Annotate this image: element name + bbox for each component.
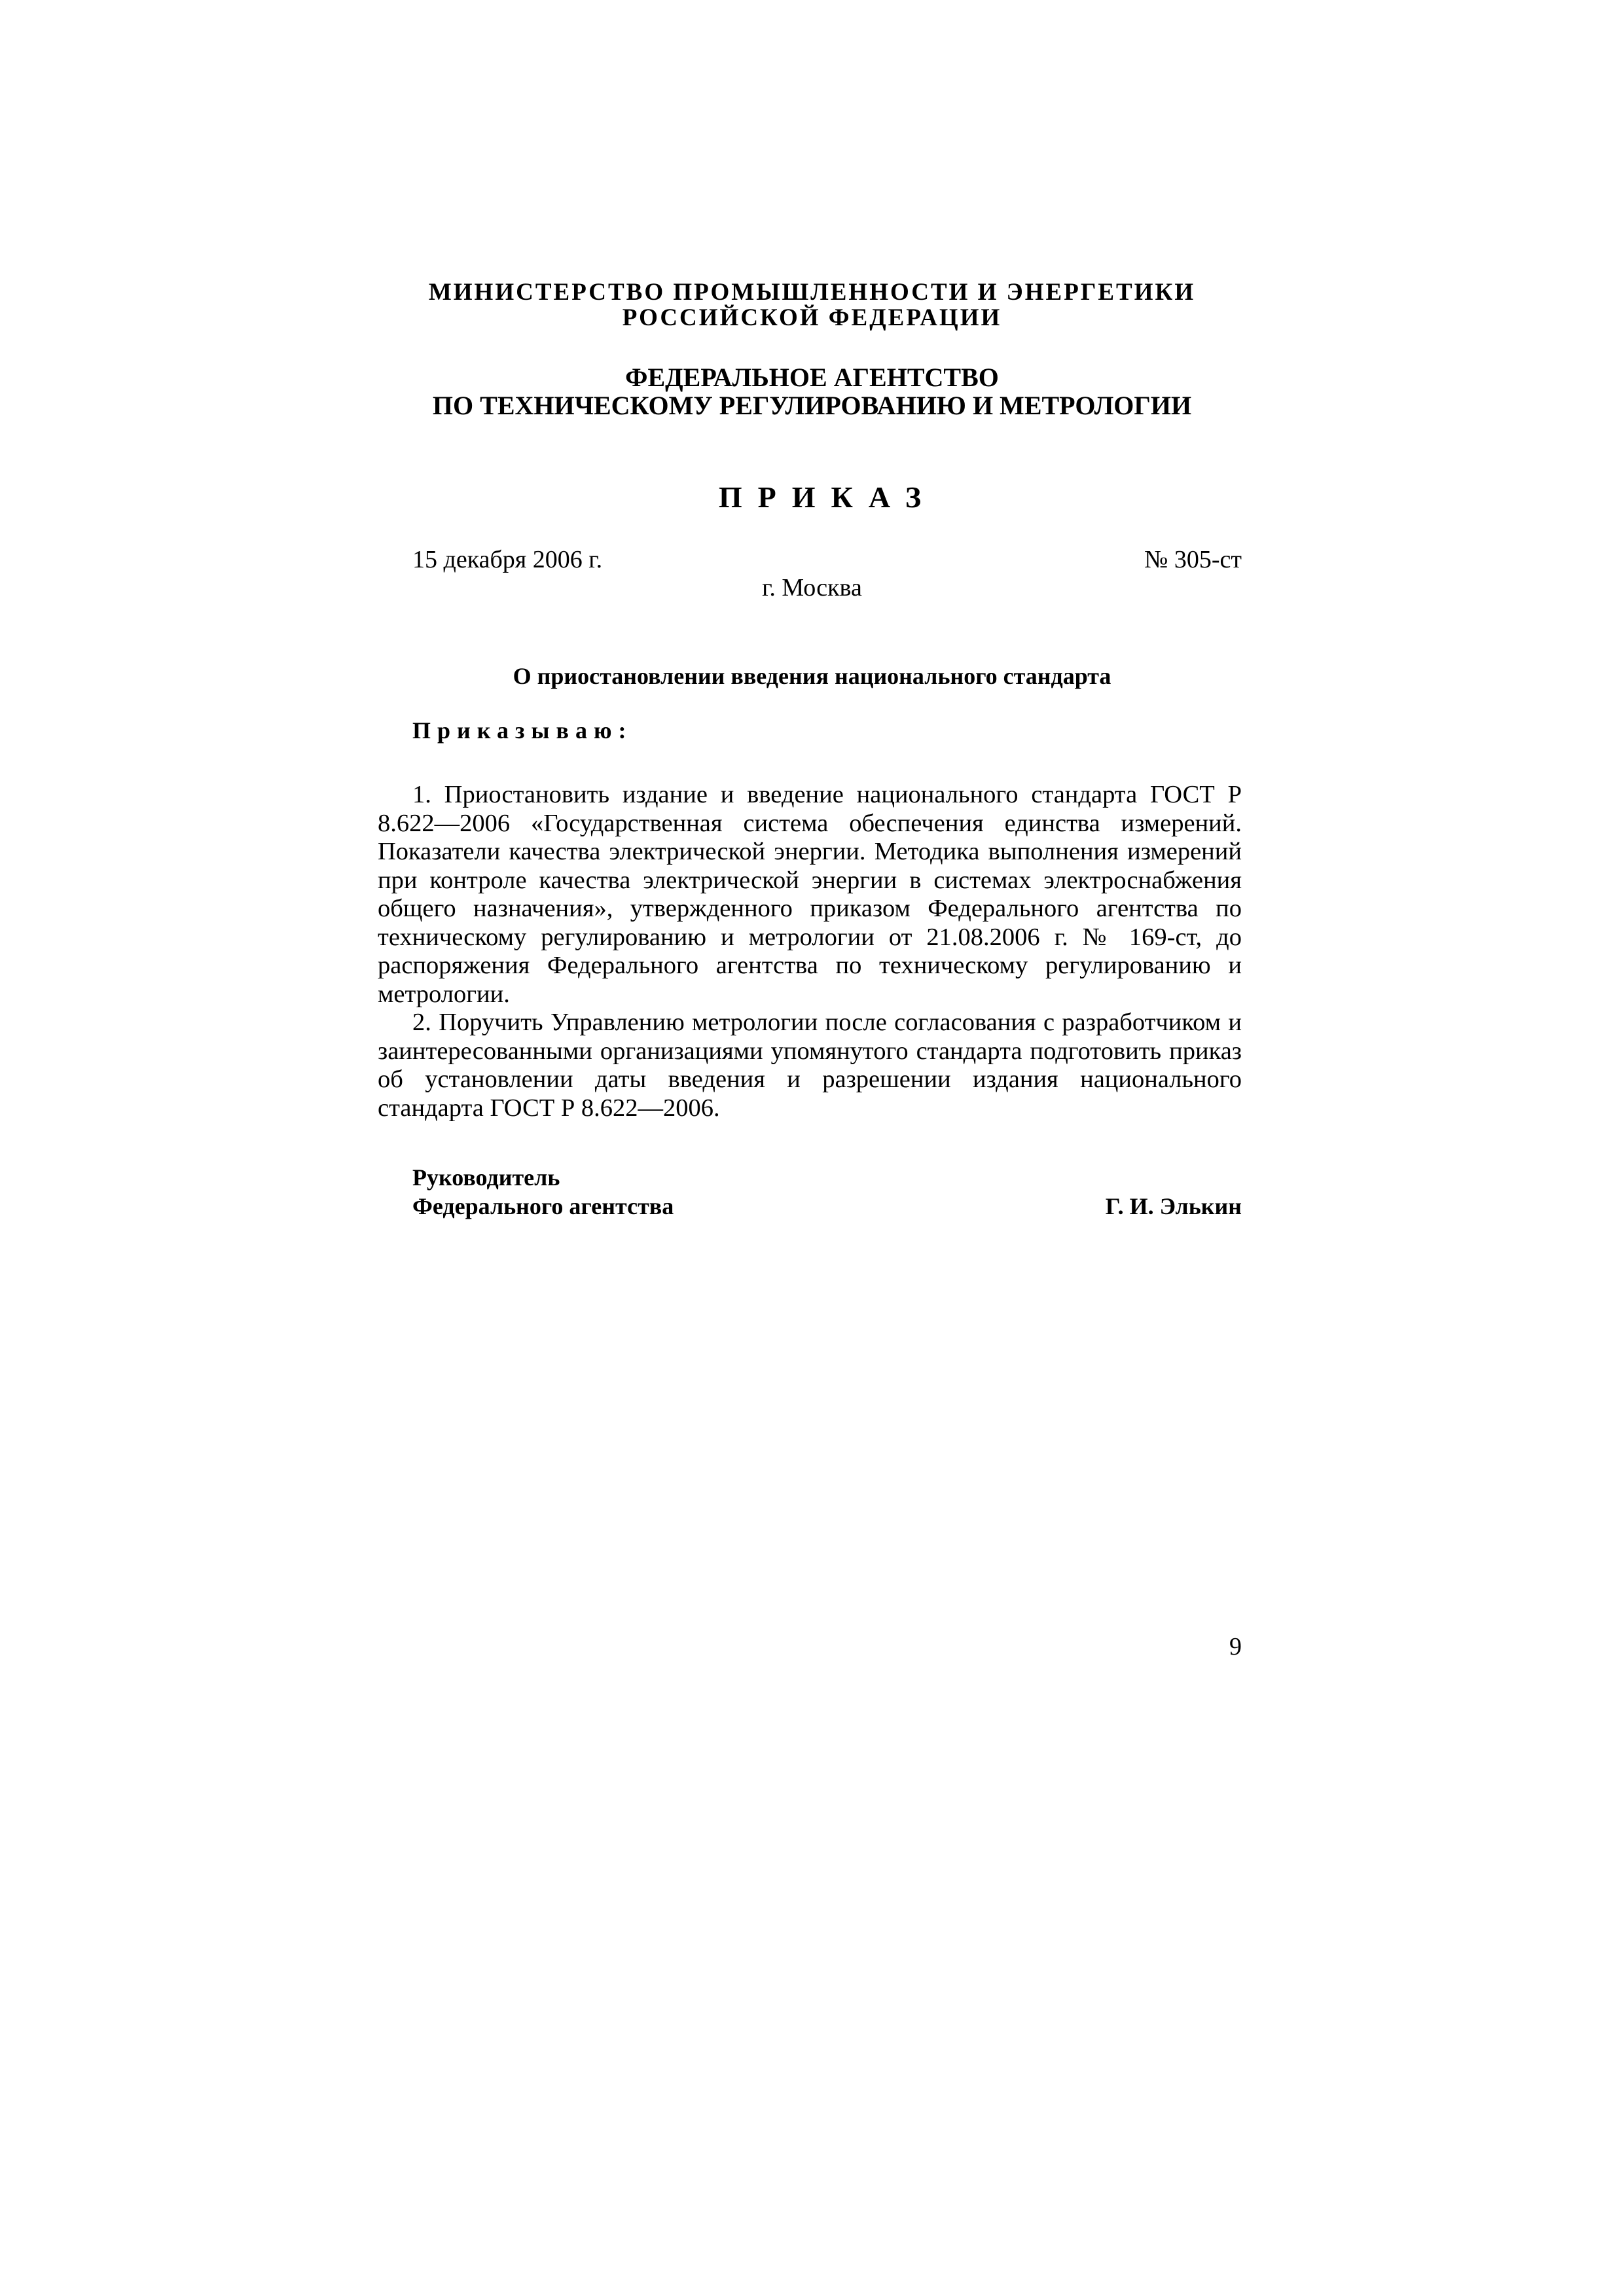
paragraph-2: 2. Поручить Управлению метрологии после согласования с разработчиком и заинтересованными организациями упомянутого стандарта подготовить приказ об установлении даты введения и разрешении издания национального стандарта ГОСТ Р 8.622—2006. — [378, 1009, 1242, 1122]
order-number: № 305-ст — [1144, 546, 1242, 573]
ministry-name-line1: МИНИСТЕРСТВО ПРОМЫШЛЕННОСТИ И ЭНЕРГЕТИКИ — [428, 279, 1196, 306]
document-title: ПРИКАЗ — [718, 480, 937, 514]
order-subject: О приостановлении введения национального стандарта — [513, 663, 1111, 689]
signatory-name: Г. И. Элькин — [1105, 1193, 1242, 1219]
signature-position-line1: Руководитель — [412, 1164, 560, 1191]
city: г. Москва — [762, 574, 862, 601]
page-number: 9 — [1229, 1633, 1242, 1660]
order-word: Приказываю: — [412, 717, 633, 744]
ministry-name-line2: РОССИЙСКОЙ ФЕДЕРАЦИИ — [622, 304, 1002, 331]
agency-name-line1: ФЕДЕРАЛЬНОЕ АГЕНТСТВО — [625, 363, 999, 392]
order-date: 15 декабря 2006 г. — [412, 546, 603, 573]
agency-name-line2: ПО ТЕХНИЧЕСКОМУ РЕГУЛИРОВАНИЮ И МЕТРОЛОГИИ — [432, 391, 1192, 420]
paragraph-1: 1. Приостановить издание и введение национального стандарта ГОСТ Р 8.622—2006 «Государственная система обеспечения единства измерений. Показатели качества электрической энергии. Методика выполнения измерений при контроле качества электрической энергии в системах электроснабжения общего назначения», утвержденного приказом Федерального агентства по техническому регулированию и метрологии от 21.08.2006 г. № 169-ст, до распоряжения Федерального агентства по техническому регулированию и метрологии. — [378, 781, 1242, 1008]
order-body — [378, 781, 1242, 1122]
signature-position-line2: Федерального агентства — [412, 1193, 674, 1219]
